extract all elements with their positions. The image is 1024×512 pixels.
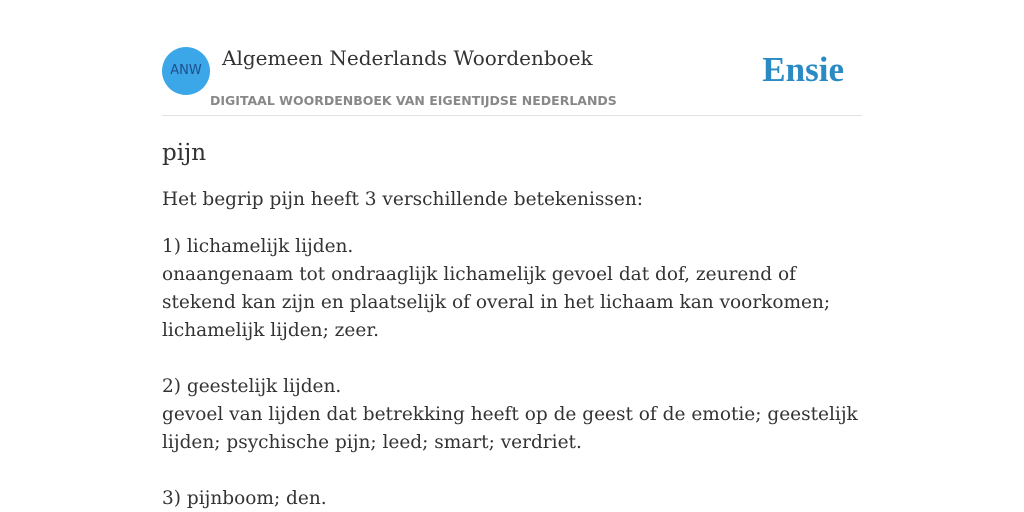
- meaning-definition: gevoel van lijden dat betrekking heeft op de geest of de emotie; geestelijk lijden; psychische pijn; leed; smart; verdriet.: [162, 404, 858, 453]
- meaning-item: [162, 233, 867, 345]
- dictionary-subtitle: DIGITAAL WOORDENBOEK VAN EIGENTIJDSE NEDERLANDS: [210, 93, 617, 108]
- meaning-title: 3) pijnboom; den.: [162, 488, 327, 509]
- entry-intro: Het begrip pijn heeft 3 verschillende betekenissen:: [162, 189, 643, 210]
- meaning-definition: onaangenaam tot ondraaglijk lichamelijk gevoel dat dof, zeurend of stekend kan zijn en plaatselijk of overal in het lichaam kan voorkomen; lichamelijk lijden; zeer.: [162, 264, 831, 341]
- meaning-item: [162, 485, 867, 512]
- meaning-item: [162, 373, 867, 457]
- dictionary-title[interactable]: Algemeen Nederlands Woordenboek: [222, 46, 593, 70]
- entry-term: pijn: [162, 140, 207, 166]
- meaning-title: 2) geestelijk lijden.: [162, 376, 342, 397]
- header-divider: [162, 115, 862, 116]
- meaning-title: 1) lichamelijk lijden.: [162, 236, 354, 257]
- anw-logo[interactable]: ANW: [162, 47, 210, 95]
- ensie-logo[interactable]: Ensie: [762, 50, 844, 89]
- entry-content: [162, 136, 867, 512]
